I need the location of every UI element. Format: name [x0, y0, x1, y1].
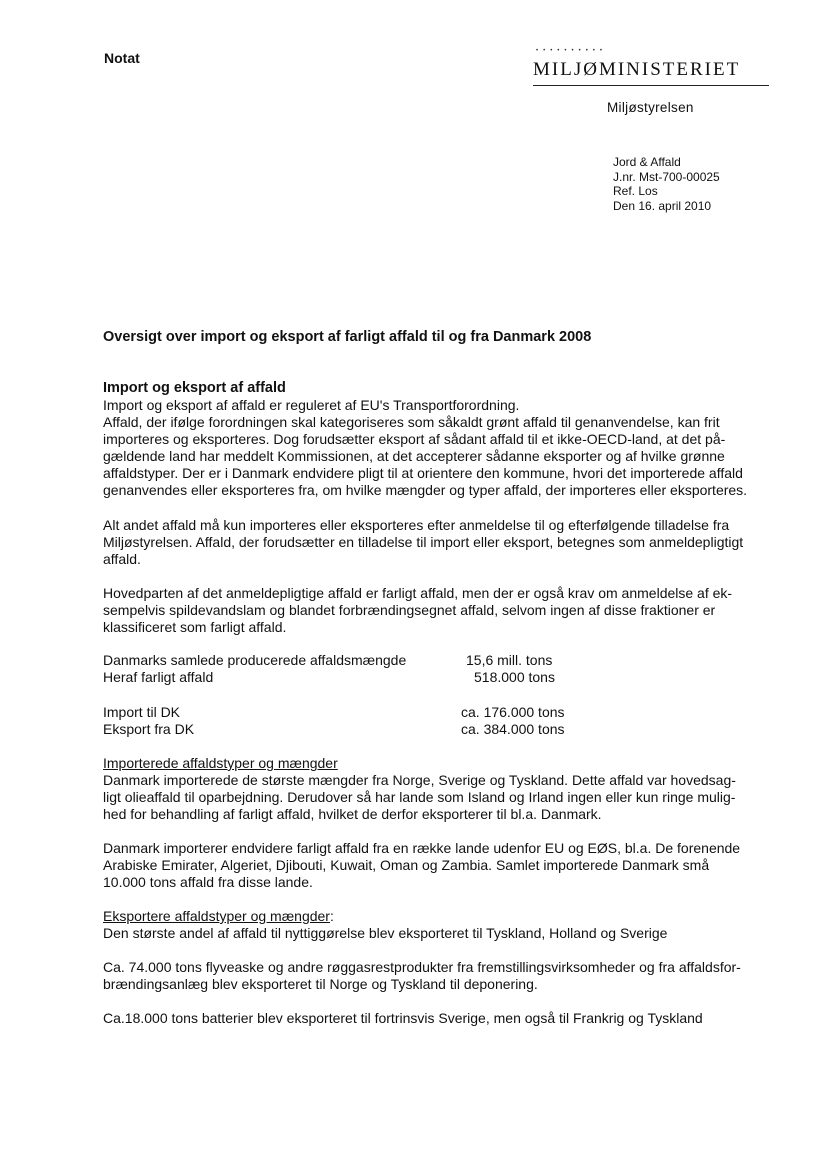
paragraph-notification: [103, 517, 783, 568]
paragraph-batteries: [103, 1010, 783, 1027]
section-exported: [103, 908, 783, 942]
hazardous-waste-value: 518.000 tons: [474, 669, 555, 685]
text-line: Affald, der ifølge forordningen skal kategoriseres som såkaldt grønt affald til genanvendelse, kan frit: [103, 414, 720, 430]
text-line: 10.000 tons affald fra disse lande.: [103, 874, 313, 890]
import-value: ca. 176.000 tons: [461, 704, 565, 720]
paragraph-fly-ash: [103, 959, 783, 993]
text-line: Ca. 74.000 tons flyveaske og andre røggasrestprodukter fra fremstillingsvirksomheder og fra affaldsfor-: [103, 959, 741, 975]
text-line: Danmark importerer endvidere farligt affald fra en række lande udenfor EU og EØS, bl.a. De forenende: [103, 840, 741, 856]
text-line: Den største andel af affald til nyttiggørelse blev eksporteret til Tyskland, Holland og Sverige: [103, 925, 668, 941]
ministry-logo: MILJØMINISTERIET: [533, 59, 741, 80]
text-line: ligt olieaffald til oparbejdning. Derudover så har lande som Island og Irland ingen eller kun ringe mulig-: [103, 789, 736, 805]
text-line: klassificeret som farligt affald.: [103, 619, 287, 635]
section-heading: Eksportere affaldstyper og mængder: [103, 908, 330, 924]
text-line: affald.: [103, 551, 141, 567]
document-meta: [613, 155, 720, 213]
section-heading: Importerede affaldstyper og mængder: [103, 755, 338, 771]
paragraph-hazardous: [103, 585, 783, 636]
export-value: ca. 384.000 tons: [461, 721, 565, 737]
heading-colon: :: [329, 908, 334, 924]
hazardous-waste-label: Heraf farligt affald: [103, 669, 214, 685]
text-line: Miljøstyrelsen. Affald, der forudsætter en tilladelse til import eller eksport, betegnes som anmeldepligtigt: [103, 534, 744, 550]
section-heading: Import og eksport af affald: [103, 380, 286, 396]
text-line: Arabiske Emirater, Algeriet, Djibouti, Kuwait, Oman og Zambia. Samlet importerede Danmark små: [103, 857, 710, 873]
paragraph-non-eu-imports: [103, 840, 783, 891]
agency-name: Miljøstyrelsen: [607, 100, 694, 115]
meta-reference: Ref. Los: [613, 184, 658, 198]
text-line: Alt andet affald må kun importeres eller eksporteres efter anmeldelse til og efterfølgende tilladelse fra: [103, 517, 730, 533]
text-line: importeres og eksporteres. Dog forudsætter eksport af sådant affald til et ikke-OECD-land, at det på-: [103, 431, 726, 447]
note-label: Notat: [104, 50, 140, 66]
text-line: affaldstyper. Der er i Danmark endvidere pligt til at orientere den kommune, hvori det importerede affald: [103, 465, 743, 481]
section-heading-line: [103, 908, 783, 925]
meta-department: Jord & Affald: [613, 155, 681, 169]
text-line: hed for behandling af farligt affald, hvilket de derfor eksporterer til bl.a. Danmark.: [103, 806, 602, 822]
text-line: Hovedparten af det anmeldepligtige affald er farligt affald, men der er også krav om anmeldelse af ek-: [103, 585, 733, 601]
export-label: Eksport fra DK: [103, 721, 195, 737]
text-line: genanvendes eller eksporteres fra, om hvilke mængder og typer affald, der importeres eller eksporteres.: [103, 482, 748, 498]
text-line: Danmark importerede de største mængder fra Norge, Sverige og Tyskland. Dette affald var hovedsag-: [103, 772, 736, 788]
total-waste-value: 15,6 mill. tons: [466, 652, 553, 668]
text-line: brændingsanlæg blev eksporteret til Norge og Tyskland til deponering.: [103, 976, 538, 992]
logo-dots: ••••••••••: [536, 48, 608, 54]
total-waste-label: Danmarks samlede producerede affaldsmængde: [103, 652, 407, 668]
import-label: Import til DK: [103, 704, 181, 720]
meta-date: Den 16. april 2010: [613, 198, 712, 213]
logo-divider: [533, 85, 769, 86]
text-line: Import og eksport af affald er reguleret af EU's Transportforordning.: [103, 397, 520, 413]
text-line: Ca.18.000 tons batterier blev eksporteret til fortrinsvis Sverige, men også til Frankrig og Tyskland: [103, 1010, 703, 1026]
text-line: sempelvis spildevandslam og blandet forbrændingsegnet affald, selvom ingen af disse fraktioner er: [103, 602, 716, 618]
section-imported: [103, 755, 783, 823]
document-title: Oversigt over import og eksport af farligt affald til og fra Danmark 2008: [103, 329, 592, 345]
section-import-export: [103, 380, 783, 499]
meta-journal-number: J.nr. Mst-700-00025: [613, 169, 720, 184]
text-line: gældende land har meddelt Kommissionen, at det accepterer sådanne eksporter og af hvilke grønne: [103, 448, 725, 464]
